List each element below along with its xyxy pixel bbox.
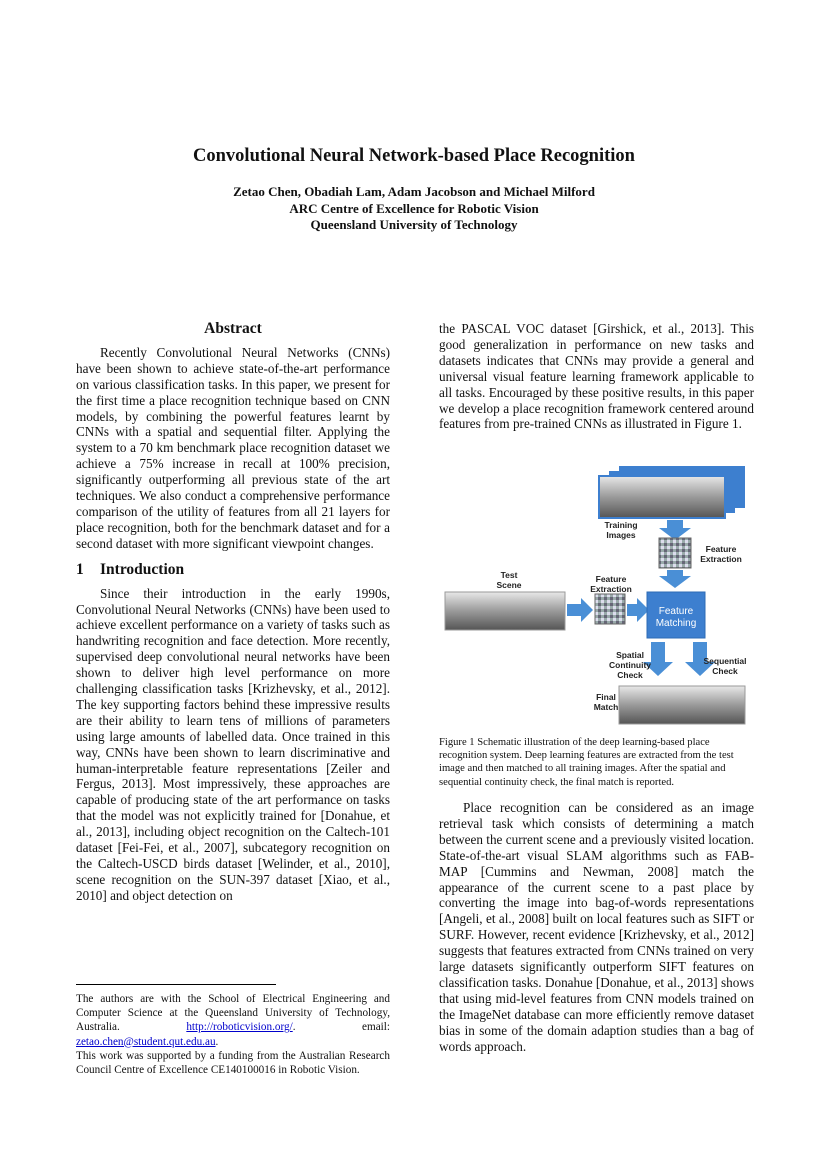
label-feature-matching: Feature Matching <box>655 606 697 629</box>
label-feature-extraction-right: Feature Extraction <box>700 544 742 564</box>
abstract-text: Recently Convolutional Neural Networks (CNNs) have been shown to achieve state-of-the-art performance on various classification tasks. In this paper, we present for the first time a place recognition technique based on CNN models, by combining the powerful features learnt by CNNs with a spatial and sequential filter. Applying the system to a 70 km benchmark place recognition dataset we achieve a 75% increase in recall at 100% precision, significantly outperforming all previous state of the art techniques. We also conduct a comprehensive performance comparison of the utility of features from all 21 layers for place recognition, both for the benchmark dataset and for a second dataset with more significant viewpoint changes. <box>76 344 390 551</box>
footnotes <box>76 992 390 1077</box>
left-column <box>76 321 390 904</box>
right-column-bottom <box>439 800 754 1055</box>
figure-diagram <box>439 462 755 730</box>
label-final-match: Final Match <box>593 692 619 712</box>
section-title: Introduction <box>100 560 185 578</box>
final-match-image <box>619 686 745 724</box>
arrow-test-to-features <box>567 598 593 622</box>
section-number: 1 <box>76 560 84 578</box>
footnote-email-link[interactable]: zetao.chen@student.qut.edu.au <box>76 1035 216 1048</box>
author-block <box>0 184 828 234</box>
label-sequential-check: Sequential Check <box>703 656 747 676</box>
footnote-rule <box>76 984 276 985</box>
footnote-funding: This work was supported by a funding from the Australian Research Council Centre of Excellence CE140100016 in Robotic Vision. <box>76 1049 390 1077</box>
footnote-affiliation: The authors are with the School of Electrical Engineering and Computer Science at the Queensland University of Technology, Australia. http://roboticvision.org/. email: zetao.chen@student.qut.edu.au. <box>76 993 390 1048</box>
right-column-top <box>439 321 754 432</box>
figure-caption: Figure 1 Schematic illustration of the deep learning-based place recognition system. Deep learning features are extracted from the test image and then matched to all training images. After the spatial and sequential continuity check, the final match is reported. <box>439 737 734 788</box>
affiliation-centre: ARC Centre of Excellence for Robotic Vision <box>289 200 539 216</box>
test-scene-image <box>445 592 565 630</box>
intro-paragraph-2: Place recognition can be considered as an image retrieval task which consists of determining a match between the current scene and a previously visited location. State-of-the-art visual SLAM algorithms such as FAB-MAP [Cummins and Newman, 2008] match the appearance of the current scene to a past place by converting the image into bag-of-words representations [Angeli, et al., 2008] built on local features such as SIFT or SURF. However, recent evidence [Krizhevsky, et al., 2012] suggests that features extracted from CNNs trained on very large datasets significantly outperform SIFT features on classification tasks. Donahue [Donahue, et al., 2013] shows that using mid-level features from CNN models trained on the ImageNet database can more efficiently remove dataset bias in some of the domain adaption studies than a bag of words approach. <box>439 800 754 1054</box>
paper-title: Convolutional Neural Network-based Place Recognition <box>193 146 635 166</box>
training-feature-maps <box>659 538 691 568</box>
footnote-email-label: email: <box>362 1021 390 1034</box>
intro-paragraph-1-continued: the PASCAL VOC dataset [Girshick, et al., 2013]. This good generalization in performance on new tasks and datasets indicates that CNNs may provide a general and universal visual feature learning framework applicable to all tasks. Encouraged by these positive results, in this paper we develop a place recognition framework centered around features from pre-trained CNNs as illustrated in Figure 1. <box>439 321 754 432</box>
intro-paragraph-1: Since their introduction in the early 1990s, Convolutional Neural Networks (CNNs) have been used to achieve excellent performance on a variety of tasks such as handwriting recognition and face detection. More recently, supervised deep convolutional neural networks have been shown to deliver high level performance on more challenging classification tasks [Krizhevsky, et al., 2012]. The key supporting factors behind these impressive results are their ability to learn tens of millions of parameters using large amounts of labelled data. Once trained in this way, CNNs have been shown to learn discriminative and human-interpretable feature representations [Zeiler and Fergus, 2013]. Most impressively, these approaches are capable of producing state of the art performance on tasks that the model was not explicitly trained for [Donahue, et al., 2013], including object recognition on the Caltech-101 dataset [Fei-Fei, et al., 2007], subcategory recognition on the Caltech-USCD birds dataset [Welinder, et al., 2010], scene recognition on the SUN-397 dataset [Xiao, et al., 2010] and object detection on <box>76 585 390 903</box>
training-image-panorama <box>599 476 725 518</box>
figure-1 <box>439 462 755 730</box>
arrow-features-to-matching <box>659 570 691 588</box>
label-feature-extraction-left: Feature Extraction <box>590 574 632 594</box>
label-spatial-check: Spatial Continuity Check <box>608 650 652 680</box>
footnote-affiliation-text: The authors are with the School of Electrical Engineering and Computer Science at the Queensland University of Technology, Australia. <box>76 993 390 1034</box>
test-feature-maps <box>595 594 625 624</box>
footnote-url-link[interactable]: http://roboticvision.org/ <box>186 1021 293 1034</box>
author-names: Zetao Chen, Obadiah Lam, Adam Jacobson and Michael Milford <box>233 184 595 199</box>
abstract-heading: Abstract <box>204 320 262 337</box>
section-heading-introduction <box>76 562 390 578</box>
arrow-features-to-matching-right <box>627 598 649 622</box>
label-training-images: Training Images <box>604 520 638 540</box>
arrow-training-to-features <box>659 520 691 540</box>
affiliation-university: Queensland University of Technology <box>310 217 518 232</box>
label-test-scene: Test Scene <box>496 570 522 590</box>
